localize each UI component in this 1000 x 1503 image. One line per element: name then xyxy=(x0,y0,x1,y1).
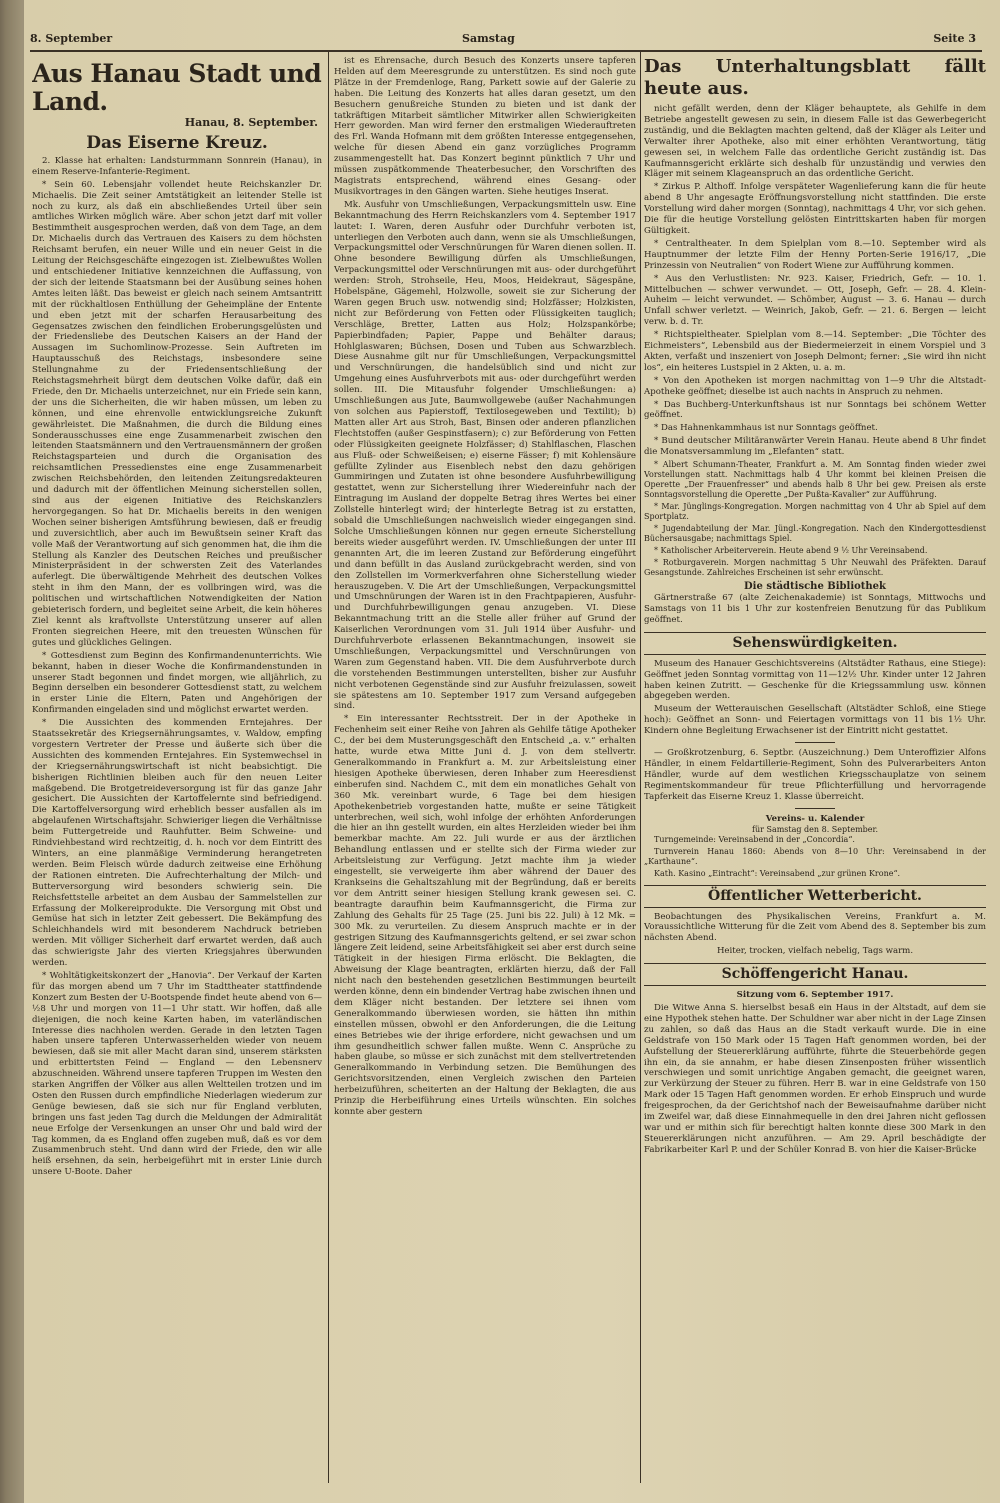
notice-item: * Jugendabteilung der Mar. Jüngl.-Kongregation. Nach den Kindergottesdienst Büchersausgabe; nachmittags Spiel. xyxy=(644,524,986,544)
supplement-notice: Das Unterhaltungsblatt fällt heute aus. xyxy=(644,56,986,99)
header-page-number: Seite 3 xyxy=(933,32,976,45)
sight-item: Museum der Wetterauischen Gesellschaft (Altstädter Schloß, eine Stiege hoch): Geöffnet an Sonn- und Feiertagen vormittags von 11 bis 1½ Uhr. Kindern ohne Begleitung Erwachsener ist der Eintritt nicht gestattet. xyxy=(644,704,986,737)
calendar-item: Turngemeinde: Vereinsabend in der „Concordia“. xyxy=(654,834,855,844)
page-header xyxy=(30,32,980,50)
court-subheading: Sitzung vom 6. September 1917. xyxy=(736,990,894,1001)
article-paragraph: 2. Klasse hat erhalten: Landsturmmann Sonnrein (Hanau), in einem Reserve-Infanterie-Regiment. xyxy=(32,155,322,177)
article-paragraph: * Sein 60. Lebensjahr vollendet heute Reichskanzler Dr. Michaelis. Die Zeit seiner Amtstätigkeit an leitender Stelle ist noch zu kurz, als daß ein abschließendes Urteil über sein amtliches Wirken möglich wäre. Aber schon jetzt darf mit voller Bestimmtheit ausgesprochen werden, daß von dem Tage, an dem Dr. Michaelis durch das Vertrauen des Kaisers zu dem höchsten Reichsamt berufen, ein neuer Wille und ein neuer Geist in die Leitung der Reichsgeschäfte eingezogen ist. Zielbewußtes Wollen und entschiedener Initiative kennzeichnen die Auffassung, von der sich der leitende Staatsmann bei der Ausübung seines hohen Amtes leiten läßt. Das beweist er gleich nach seinem Amtsantritt mit der rückhaltlosen Enthüllung der Geheimpläne der Entente und eben jetzt mit der scharfen Herausarbeitung des Gegensatzes zwischen den feindlichen Eroberungsgelüsten und der Friedensliebe des Deutschen Kaisers an der Hand der Aussagen im Suchomlinow-Prozesse. Sein Auftreten im Hauptausschuß des Reichstags, insbesondere seine Stellungnahme zu der Friedensentschließung der Reichstagsmehrheit bürgt dem deutschen Volke dafür, daß ein Friede, den Dr. Michaelis unterzeichnet, nur ein Friede sein kann, der uns die Sicherheiten, die wir haben müssen, um leben zu können, und eine ehrenvolle entwicklungsreiche Zukunft gewährleistet. Die Maßnahmen, die durch die Bildung eines Sonderausschusses eine enge Zusammenarbeit zwischen den leitenden Staatsmännern und den Vertrauensmännern der großen Reichstagsparteien und durch die Organisation des reichsamtlichen Pressedienstes eine enge Zusammenarbeit zwischen Reichsbehörden, den leitenden Zeitungsredakteuren und dadurch mit der öffentlichen Meinung sicherstellen sollen, sind aus der eigenen Initiative des Reichskanzlers hervorgegangen. So hat Dr. Michaelis bereits in den wenigen Wochen seiner bisherigen Amtsführung bewiesen, daß er freudig und zuversichtlich, aber auch im Bewußtsein seiner Kraft das volle Maß der Verantwortung auf sich genommen hat, die ihm die Stellung als Kanzler des Deutschen Reiches und preußischer Ministerpräsident in der schwersten Zeit des Vaterlandes auferlegt. Die überwältigende Mehrheit des deutschen Volkes steht in ihm den Mann, der es vollbringen wird, was die politischen und wirtschaftlichen Notwendigkeiten der Nation gebieterisch fordern, und begleitet seine Arbeit, die kein höheres Ziel kennt als kraftvollste Unterstützung unserer auf allen Fronten siegreichen Heere, mit den treuesten Wünschen für gutes und glückliches Gelingen. xyxy=(32,179,322,648)
article-paragraph: * Bund deutscher Militäranwärter Verein Hanau. Heute abend 8 Uhr findet die Monatsversammlung im „Elefanten“ statt. xyxy=(644,436,986,458)
article-paragraph: * Von den Apotheken ist morgen nachmittag von 1—9 Uhr die Altstadt-Apotheke geöffnet; dieselbe ist auch nachts in Anspruch zu nehmen. xyxy=(644,375,986,397)
column-1 xyxy=(32,56,322,1495)
separator xyxy=(795,808,835,809)
page-edge-shadow xyxy=(0,0,24,1503)
article-paragraph: — Großkrotzenburg, 6. Septbr. (Auszeichnung.) Dem Unteroffizier Alfons Händler, in einem Feldartillerie-Regiment, Sohn des Pulverarbeiters Anton Händler, wurde auf dem westlichen Kriegsschauplatze von seinem Regimentskommandeur für treue Pflichterfüllung und hervorragende Tapferkeit das Eiserne Kreuz 1. Klasse überreicht. xyxy=(644,748,986,802)
dateline: Hanau, 8. September. xyxy=(184,116,318,129)
column-rule-2 xyxy=(640,52,641,1483)
court-heading: Schöffengericht Hanau. xyxy=(721,966,909,983)
sight-item: Museum des Hanauer Geschichtsvereins (Altstädter Rathaus, eine Stiege): Geöffnet jeden Sonntag vormittag von 11—12½ Uhr. Kinder unter 12 Jahren haben keinen Zutritt. — Geschenke für die Kriegssammlung usw. können abgegeben werden. xyxy=(644,658,986,702)
article-paragraph: * Aus den Verlustlisten: Nr. 923. Kaiser, Friedrich, Gefr. — 10. 1. Mittelbuchen — schwer verwundet. — Ott, Joseph, Gefr. — 28. 4. Klein-Auheim — leicht verwundet. — Schömber, August — 3. 6. Hanau — durch Unfall schwer verletzt. — Weinrich, Jakob, Gefr. — 21. 6. Bergen — leicht verw. b. d. Tr. xyxy=(644,273,986,328)
notice-item: * Katholischer Arbeiterverein. Heute abend 9 ½ Uhr Vereinsabend. xyxy=(654,546,928,556)
notice-item: * Rotburgaverein. Morgen nachmittag 5 Uhr Neuwahl des Präfekten. Darauf Gesangstunde. Zahlreiches Erscheinen ist sehr erwünscht. xyxy=(644,558,986,578)
calendar-subtitle: für Samstag den 8. September. xyxy=(751,824,878,834)
article-paragraph: nicht gefällt werden, denn der Kläger behauptete, als Gehilfe in dem Betriebe angestellt gewesen zu sein, in diesem Falle ist das Gewerbegericht zuständig, und die Beklagten machten geltend, daß der Kläger als Leiter und Verwalter ihrer Apotheke, also mit einer erhöhten Verantwortung, tätig gewesen sei, in welchem Falle das ordentliche Gericht zuständig ist. Das Kaufmannsgericht erklärte sich deshalb für unzuständig und verwies den Kläger mit seinem Klageanspruch an das ordentliche Gericht. xyxy=(644,104,986,180)
sights-heading: Sehenswürdigkeiten. xyxy=(732,634,898,651)
header-date: 8. September xyxy=(30,32,113,45)
library-title: Die städtische Bibliothek xyxy=(744,581,886,593)
column-rule-1 xyxy=(328,52,329,1483)
article-paragraph: * Das Buchberg-Unterkunftshaus ist nur Sonntags bei schönem Wetter geöffnet. xyxy=(644,399,986,421)
article-paragraph: * Gottesdienst zum Beginn des Konfirmandenunterrichts. Wie bekannt, haben in dieser Woche die Konfirmandenstunden in unserer Stadt begonnen und findet morgen, wie alljährlich, zu Beginn derselben ein besonderer Gottesdienst statt, zu welchem in erster Linie die Eltern, Paten und Angehörigen der Konfirmanden eingeladen sind und möglichst erwartet werden. xyxy=(32,650,322,716)
article-paragraph: * Die Aussichten des kommenden Erntejahres. Der Staatssekretär des Kriegsernährungsamtes, v. Waldow, empfing vorgestern Vertreter der Presse und äußerte sich über die Aussichten des kommenden Erntejahres. Ein Systemwechsel in der Kriegsernährungswirtschaft ist nicht beabsichtigt. Die bisherigen Richtlinien bleiben auch für den neuen Leiter maßgebend. Die Brotgetreideversorgung ist für das ganze Jahr gesichert. Die Aussichten der Kartoffelernte sind befriedigend. Die Kartoffelversorgung wird erheblich besser ausfallen als im abgelaufenen Wirtschaftsjahr. Schwieriger liegen die Verhältnisse beim Futtergetreide und Rauhfutter. Beim Schweine- und Rindviehbestand wird rechtzeitig, d. h. noch vor dem Eintritt des Winters, an eine planmäßige Verminderung herangetreten werden. Beim Fleisch würde dadurch zeitweise eine Erhöhung der Rationen eintreten. Die Aufrechterhaltung der Milch- und Butterversorgung wird besonders schwierig sein. Die Reichsfettstelle arbeitet an dem Ausbau der Sammelstellen zur Erfassung der Molkereiprodukte. Die Versorgung mit Obst und Gemüse hat sich in letzter Zeit gebessert. Die Bekämpfung des Schleichhandels wird mit besonderem Nachdruck betrieben werden. Mit völliger Sicherheit darf erwartet werden, daß auch das schwierigste Jahr des vierten Kriegsjahres überwunden werden. xyxy=(32,718,322,969)
article-paragraph: * Wohltätigkeitskonzert der „Hanovia“. Der Verkauf der Karten für das morgen abend um 7 Uhr im Stadttheater stattfindende Konzert zum Besten der U-Bootspende findet heute abend von 6—½8 Uhr und morgen von 11—1 Uhr statt. Wir hoffen, daß alle diejenigen, die noch keine Karten haben, im vaterländischen Interesse dies nachholen werden. Gerade in den letzten Tagen haben unsere tapferen Unterwasserhelden wieder von neuem bewiesen, daß sie mit aller Macht daran sind, unserem stärksten und erbittertsten Feind — England — den Lebensnerv abzuschneiden. Während unsere tapferen Truppen im Westen den starken Angriffen der Völker aus allen Weltteilen trotzen und im Osten den Russen durch empfindliche Niederlagen wiederum zur Genüge bewiesen, daß sie sich nur für England verbluten, bringen uns fast jeden Tag durch die Meldungen der Admiralität neue Erfolge der Versenkungen an unser Ohr und bald wird der Tag kommen, da es England offen zugeben muß, daß es vor dem Zusammenbruch steht. Und dann wird der Friede, den wir alle heiß ersehnen, da sein, herbeigeführt mit in erster Linie durch unsere U-Boote. Daher xyxy=(32,970,322,1178)
article-paragraph: * Richtspieltheater. Spielplan vom 8.—14. September: „Die Töchter des Eichmeisters“, Lebensbild aus der Biedermeierzeit in einem Vorspiel und 3 Akten, verfaßt und inszeniert von Joseph Delmont; ferner: „Sie wird ihn nicht los“, ein heiteres Lustspiel in 2 Akten, u. a. m. xyxy=(644,330,986,373)
article-paragraph: * Das Hahnenkammhaus ist nur Sonntags geöffnet. xyxy=(654,423,878,434)
court-text: Die Witwe Anna S. hierselbst besaß ein Haus in der Altstadt, auf dem sie eine Hypothek stehen hatte. Der Schuldner war aber nicht in der Lage Zinsen zu zahlen, so daß das Haus an die Stadt verkauft wurde. Die in eine Geldstrafe von 150 Mark oder 15 Tagen Haft genommen worden, bei der Aufstellung der Steuererklärung aufführte, führte die Steuerbehörde gegen ihn ein, da sie annahm, er habe diesen Zinsenposten früher wissentlich verschwiegen und somit unrichtige Angaben gemacht, die geeignet waren, zur Verkürzung der Steuer zu führen. Herr B. war in eine Geldstrafe von 150 Mark oder 15 Tagen Haft genommen worden. Er erhob Einspruch und wurde freigesprochen, da der Gerichtshof nach der Beweisaufnahme darüber nicht im Zweifel war, daß diese Einnahmequelle in den drei Jahren nicht geflossen war und er mithin sich für berechtigt halten konnte diese 300 Mark in den Steuererklärungen nicht anzuführen. — Am 29. April beschädigte der Fabrikarbeiter Karl P. und der Schüler Konrad B. von hier die Kaiser-Brücke xyxy=(644,1003,986,1155)
local-news-title: Aus Hanau Stadt und Land. xyxy=(32,59,322,116)
notice-item: * Albert Schumann-Theater, Frankfurt a. M. Am Sonntag finden wieder zwei Vorstellungen statt. Nachmittags halb 4 Uhr kommt bei kleinen Preisen die Operette „Der Frauenfresser“ und abends halb 8 Uhr bei gew. Preisen als erste Sonntagsvorstellung die Operette „Der Pußta-Kavalier“ zur Aufführung. xyxy=(644,460,986,500)
notice-item: * Mar. Jünglings-Kongregation. Morgen nachmittag von 4 Uhr ab Spiel auf dem Sportplatz. xyxy=(644,502,986,522)
iron-cross-heading: Das Eiserne Kreuz. xyxy=(86,132,268,153)
weather-text: Beobachtungen des Physikalischen Vereins, Frankfurt a. M. Voraussichtliche Witterung für die Zeit vom Abend des 8. September bis zum nächsten Abend. xyxy=(644,911,986,944)
article-paragraph: * Zirkus P. Althoff. Infolge verspäteter Wagenlieferung kann die für heute abend 8 Uhr angesagte Eröffnungsvorstellung nicht stattfinden. Die erste Vorstellung wird daher morgen (Sonntag), nachmittags 4 Uhr, vor sich gehen. Die für die heutige Vorstellung gelösten Eintrittskarten haben für morgen Gültigkeit. xyxy=(644,182,986,236)
weather-forecast: Heiter, trocken, vielfach nebelig, Tags warm. xyxy=(716,946,914,957)
article-paragraph: * Centraltheater. In dem Spielplan vom 8.—10. September wird als Hauptnummer der letzte Film der Henny Porten-Serie 1916/17, „Die Prinzessin von Neutralien“ von Rodert Wiene zur Aufführung kommen. xyxy=(644,238,986,271)
header-day: Samstag xyxy=(462,32,515,45)
header-rule xyxy=(30,50,982,52)
library-text: Gärtnerstraße 67 (alte Zeichenakademie) ist Sonntags, Mittwochs und Samstags von 11 bis 1 Uhr zur kostenfreien Benutzung für das Publikum geöffnet. xyxy=(644,593,986,625)
calendar-item: Turnverein Hanau 1860: Abends von 8—10 Uhr: Vereinsabend in der „Karthaune“. xyxy=(644,846,986,866)
column-3 xyxy=(644,56,986,1495)
calendar-title: Vereins- u. Kalender xyxy=(765,813,865,824)
calendar-item: Kath. Kasino „Eintracht“: Vereinsabend „zur grünen Krone“. xyxy=(654,868,901,878)
separator xyxy=(795,742,835,743)
weather-heading: Öffentlicher Wetterbericht. xyxy=(708,887,922,904)
article-paragraph: Mk. Ausfuhr von Umschließungen, Verpackungsmitteln usw. Eine Bekanntmachung des Herrn Reichskanzlers vom 4. September 1917 lautet: I. Waren, deren Ausfuhr oder Durchfuhr verboten ist, unterliegen den Verboten auch dann, wenn sie als Umschließungen, Verpackungsmittel oder Verschnürungen für Waren dienen sollen. II. Ohne besondere Bewilligung dürfen als Umschließungen, Verpackungsmittel oder Verschnürungen mit aus- oder durchgeführt werden: Stroh, Strohseile, Heu, Moos, Heidekraut, Sägespäne, Hobelspäne, Gägemehl, Holzwolle, soweit sie zur Sicherung der Waren gegen Bruch usw. notwendig sind; Holzfässer; Holzkisten, nicht zur Beförderung von Fetten oder Flüssigkeiten tauglich; Verschläge, Bretter, Latten aus Holz; Holzspankörbe; Papierbindfaden; Papier, Pappe und Behälter daraus; Hohlglaswaren; Büchsen, Dosen und Tuben aus Schwarzblech. Diese Ausnahme gilt nur für Umschließungen, Verpackungsmittel und Verschnürungen, die handelsüblich sind und nicht zur Umgehung eines Ausfuhrverbots mit aus- oder durchgeführt werden sollen. III. Die Mitausfuhr folgender Umschließungen: a) Umschließungen aus Jute, Baumwollgewebe (außer Nachahmungen von solchen aus Papierstoff, Textilosegeweben und Textilit); b) Matten aller Art aus Stroh, Bast, Binsen oder anderen pflanzlichen Flechtstoffen (außer Gespinstfasern); c) zur Beförderung von Fetten oder Flüssigkeiten geeignete Holzfässer; d) Stahlflaschen, Flaschen aus Fluß- oder Schweißeisen; e) eiserne Fässer; f) mit Kohlensäure gefüllte Zylinder aus Eisenblech nebst den dazu gehörigen Gummiringen und Zutaten ist ohne besondere Ausfuhrbewilligung gestattet, wenn zur Sicherstellung ihrer Wiedereinfuhr nach der Eintragung im Ausland der doppelte Betrag ihres Wertes bei einer Zollstelle hinterlegt wird; der hinterlegte Betrag ist zu erstatten, sobald die Umschließungen nachweislich wieder eingegangen sind. Solche Umschließungen können nur gegen erneute Sicherstellung bereits wieder ausgeführt werden. IV. Umschließungen der unter III genannten Art, die im leeren Zustand zur Beförderung eingeführt und dann befüllt in das Ausland zurückgebracht werden, sind von den Zollstellen im Vormerkverfahren ohne Sicherstellung wieder herauszugeben. V. Die Art der Umschließungen, Verpackungsmittel und Umschnürungen der Waren ist in den Frachtpapieren, Ausfuhr- und Durchfuhrbewilligungen genau anzugeben. VI. Diese Bekanntmachung tritt an die Stelle aller früher auf Grund der Kaiserlichen Verordnungen vom 31. Juli 1914 über Ausfuhr- und Durchfuhrverbote erlassenen Bekanntmachungen, insoweit sie Umschließungen, Verpackungsmittel und Verschnürungen von Waren zum Gegenstand haben. VII. Die dem Ausfuhrverbote durch die vorstehenden Bestimmungen unterstellten, bisher zur Ausfuhr nicht verbotenen Gegenstände sind zur Ausfuhr freizulassen, soweit sie spätestens am 10. September 1917 zum Versand aufgegeben sind. xyxy=(334,199,636,712)
column-2 xyxy=(334,56,636,1495)
article-paragraph: * Ein interessanter Rechtsstreit. Der in der Apotheke in Fechenheim seit einer Reihe von Jahren als Gehilfe tätige Apotheker C., der bei dem Musterungsgeschäft den Entscheid „a. v.“ erhalten hatte, wurde etwa Mitte Juni d. J. von dem stellvertr. Generalkommando in Frankfurt a. M. zur Arbeitsleistung einer hiesigen Apotheke überwiesen, deren Inhaber zum Heeresdienst einberufen sind. Nachdem C., mit dem ein monatliches Gehalt von 360 Mk. vereinbart wurde, 6 Tage bei dem hiesigen Apothekenbetrieb vorgestanden hatte, mußte er seine Tätigkeit unterbrechen, weil sich, wohl infolge der erhöhten Anforderungen die hier an ihn gestellt wurden, ein altes Herzleiden wieder bei ihm bemerkbar machte. Am 22. Juli wurde er aus der ärztlichen Behandlung entlassen und er stellte sich der Firma wieder zur Arbeitsleistung zur Verfügung. Jetzt machte ihm ja wieder eingestellt, sie verweigerte ihm aber während der Dauer des Krankseins die Gehaltszahlung mit der Begründung, daß er bereits vor dem Antritt seiner hiesigen Stellung krank gewesen sei. C. beantragte daraufhin beim Kaufmannsgericht, die Firma zur Zahlung des Gehalts für 25 Tage (25. Juni bis 22. Juli) à 12 Mk. = 300 Mk. zu verurteilen. Zu diesem Anspruch machte er in der gestrigen Sitzung des Kaufmannsgerichts geltend, er sei zwar schon längere Zeit leidend, seine Arbeitsfähigkeit sei aber erst durch seine Tätigkeit in der hiesigen Firma erlöscht. Die Beklagten, die Abweisung der Klage beantragten, erklärten hierzu, daß der Fall nicht nach den bestehenden gesetzlichen Bestimmungen beurteilt werden könne, denn ein bindender Vertrag habe zwischen ihnen und dem Kläger nicht bestanden. Der letztere sei ihnen vom Generalkommando überwiesen worden, sie hätten ihn mithin einstellen müssen, obwohl er den Anforderungen, die die Leitung eines Betriebes wie der ihrige erfordere, nicht gewachsen und um ihm gesundheitlich schwer fallen mußte. Wenn C. Ansprüche zu haben glaube, so müsse er sich zunächst mit dem stellvertretenden Generalkommando in Verbindung setzen. Die Bemühungen des Gerichtsvorsitzenden, einen Vergleich zwischen den Parteien herbeizuführen, scheiterten an der Haltung der Beklagten, die aus Prinzip die Herbeiführung eines Urteils wünschten. Ein solches konnte aber gestern xyxy=(334,714,636,1117)
article-paragraph: ist es Ehrensache, durch Besuch des Konzerts unsere tapferen Helden auf dem Meeresgrunde zu unterstützen. Es sind noch gute Plätze in der Fremdenloge, Rang, Parkett sowie auf der Galerie zu haben. Die Leitung des Konzerts hat alles daran gesetzt, um den Besuchern genußreiche Stunden zu bieten und ist dank der tatkräftigen Mitarbeit sämtlicher Mitwirker allen Schwierigkeiten Herr geworden. Man wird ferner den erstmaligen Wiederauftreten des Frl. Wanda Hofmann mit dem größten Interesse entgegensehen, welche für diesen Abend ein ganz vorzügliches Programm zusammengestellt hat. Das Konzert beginnt pünktlich 7 Uhr und müssen zuspätkommende Theaterbesucher, den Vorschriften des Magistrats entsprechend, während eines Gesang- oder Musikvortrages in den Gängen warten. Siehe heutiges Inserat. xyxy=(334,56,636,197)
